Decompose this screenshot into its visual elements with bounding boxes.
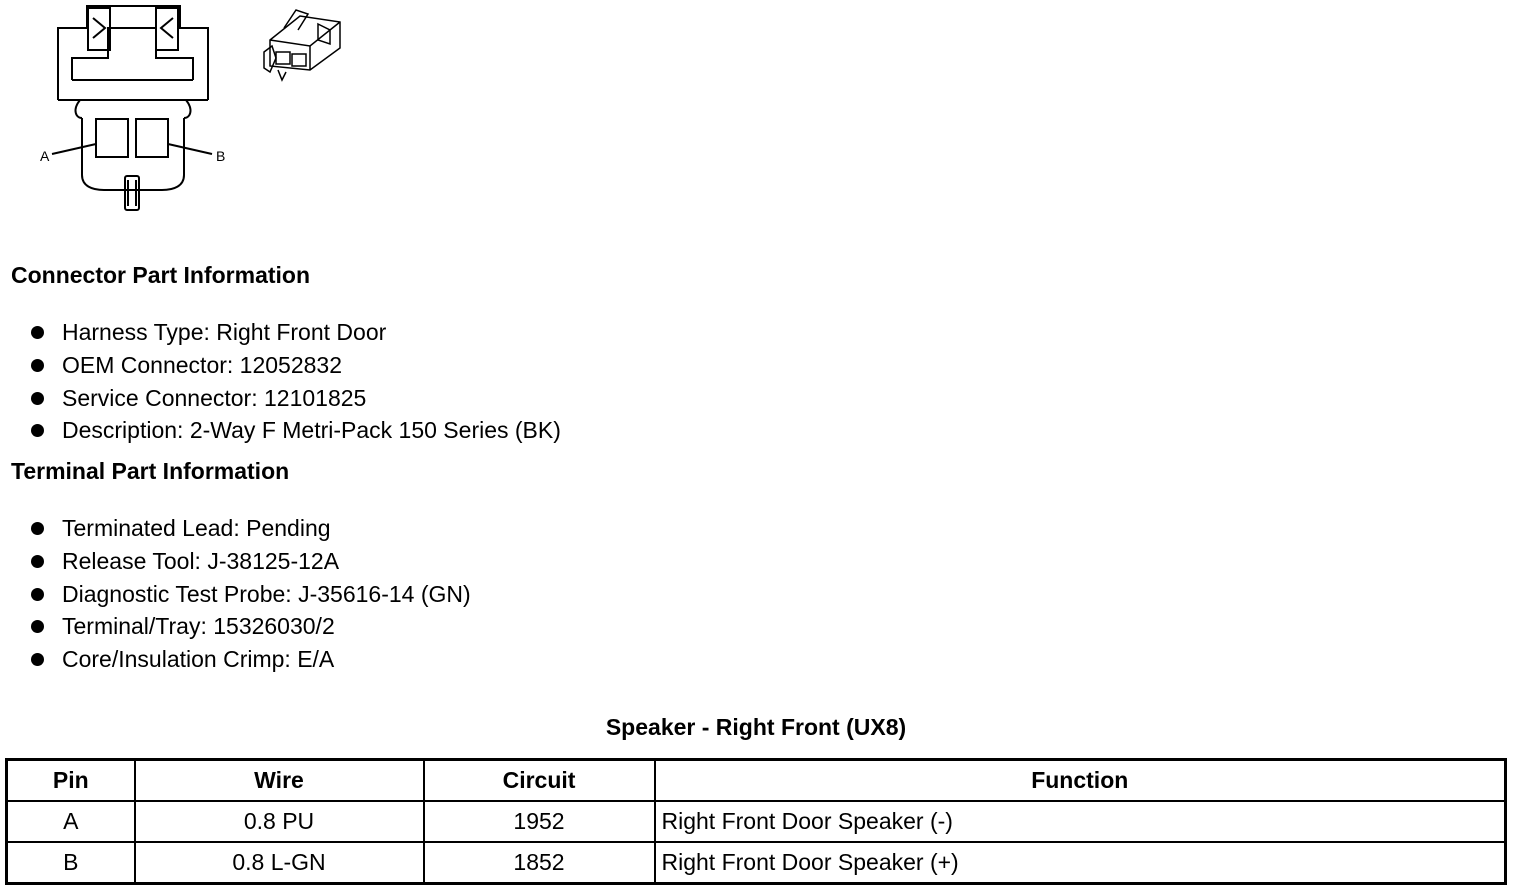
- list-item-text: Description: 2-Way F Metri-Pack 150 Series (BK): [62, 417, 561, 444]
- list-item: [28, 316, 561, 349]
- table-row: [7, 842, 1506, 884]
- list-item-text: Core/Insulation Crimp: E/A: [62, 646, 335, 672]
- cell-circuit: 1852: [424, 842, 655, 884]
- cell-pin: B: [7, 842, 135, 884]
- connector-isometric-icon: [258, 8, 348, 88]
- list-item-text: Service Connector: 12101825: [62, 384, 367, 411]
- connector-part-info-heading: Connector Part Information: [11, 262, 311, 288]
- bullet-icon: [31, 424, 44, 437]
- list-item: [28, 414, 561, 447]
- bullet-icon: [31, 359, 44, 372]
- header-wire: Wire: [135, 760, 424, 802]
- list-item: [28, 578, 471, 611]
- header-pin: Pin: [7, 760, 135, 802]
- list-item-text: OEM Connector: 12052832: [62, 351, 343, 378]
- header-function: Function: [655, 760, 1506, 802]
- pin-a-label: A: [40, 148, 50, 164]
- cell-circuit: 1952: [424, 801, 655, 842]
- terminal-part-info-list: [28, 512, 471, 676]
- bullet-icon: [31, 588, 44, 601]
- list-item: [28, 382, 561, 415]
- cell-wire: 0.8 L-GN: [135, 842, 424, 884]
- connector-part-info-list: [28, 316, 561, 447]
- list-item: [28, 545, 471, 578]
- bullet-icon: [31, 522, 44, 535]
- list-item-text: Release Tool: J-38125-12A: [62, 547, 340, 574]
- cell-function: Right Front Door Speaker (-): [655, 801, 1506, 842]
- bullet-icon: [31, 392, 44, 405]
- list-item: [28, 643, 471, 676]
- list-item-text: Diagnostic Test Probe: J-35616-14 (GN): [62, 580, 471, 607]
- terminal-part-info-heading: Terminal Part Information: [11, 458, 290, 484]
- connector-face-diagram: [30, 0, 240, 215]
- bullet-icon: [31, 620, 44, 633]
- cell-wire: 0.8 PU: [135, 801, 424, 842]
- pin-b-label: B: [216, 148, 226, 164]
- list-item: [28, 610, 471, 643]
- list-item-text: Harness Type: Right Front Door: [62, 319, 387, 345]
- header-circuit: Circuit: [424, 760, 655, 802]
- pin-table-title: Speaker - Right Front (UX8): [605, 714, 907, 740]
- cell-pin: A: [7, 801, 135, 842]
- list-item-text: Terminal/Tray: 15326030/2: [62, 613, 335, 640]
- table-row: [7, 801, 1506, 842]
- list-item: [28, 512, 471, 545]
- bullet-icon: [31, 653, 44, 666]
- list-item: [28, 349, 561, 382]
- list-item-text: Terminated Lead: Pending: [62, 515, 331, 541]
- cell-function: Right Front Door Speaker (+): [655, 842, 1506, 884]
- bullet-icon: [31, 555, 44, 568]
- bullet-icon: [31, 326, 44, 339]
- table-header-row: [7, 760, 1506, 802]
- pin-table: [5, 758, 1507, 885]
